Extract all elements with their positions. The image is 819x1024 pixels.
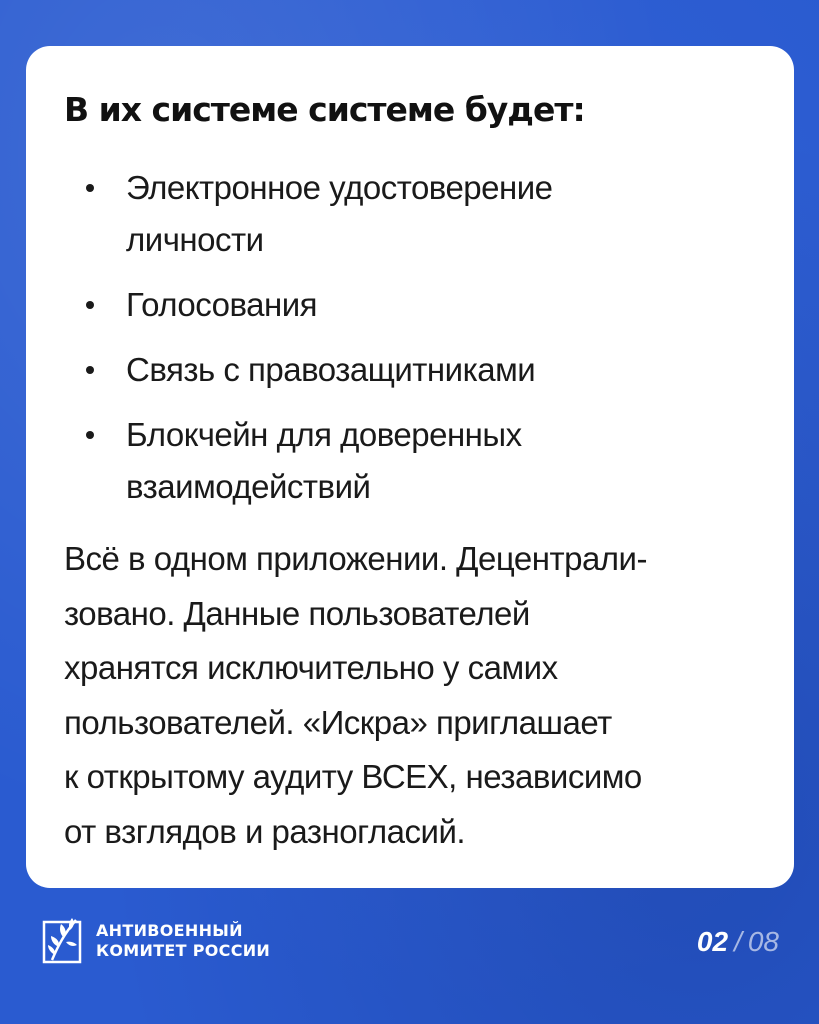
paragraph-line: от взглядов и разногласий. <box>64 812 466 850</box>
page-current: 02 <box>696 926 729 957</box>
paragraph-line: пользователей. «Искра» приглашает <box>64 703 612 741</box>
committee-logo <box>42 916 270 966</box>
bullet-dot-icon <box>86 366 94 374</box>
bullet-dot-icon <box>86 184 94 192</box>
paragraph-line: хранятся исключительно у самих <box>64 649 558 686</box>
logo-line: АНТИВОЕННЫЙ <box>96 921 243 940</box>
page-total: 08 <box>747 926 779 957</box>
page-counter <box>697 926 779 958</box>
content-card <box>26 46 794 888</box>
list-item <box>64 279 704 331</box>
wheat-logo-icon <box>42 916 86 966</box>
list-item-line: Блокчейн для доверенных <box>126 416 522 453</box>
summary-paragraph <box>64 532 784 859</box>
logo-line: КОМИТЕТ РОССИИ <box>96 941 271 960</box>
paragraph-line: Всё в одном приложении. Децентрали- <box>64 540 647 577</box>
paragraph-line: к открытому аудиту ВСЕХ, независимо <box>64 758 642 795</box>
page-separator: / <box>734 926 742 957</box>
list-item-line: Связь с правозащитниками <box>126 351 536 388</box>
bullet-dot-icon <box>86 431 94 439</box>
list-item-line: Голосования <box>126 286 318 323</box>
list-item-line: взаимодействий <box>126 468 371 505</box>
card-heading: В их системе системе будет: <box>64 90 585 129</box>
bullet-dot-icon <box>86 301 94 309</box>
list-item <box>64 409 704 513</box>
list-item <box>64 162 704 266</box>
feature-list <box>64 162 704 526</box>
list-item <box>64 344 704 396</box>
logo-text <box>96 921 270 961</box>
paragraph-line: зовано. Данные пользователей <box>64 594 530 632</box>
list-item-line: личности <box>126 221 264 258</box>
list-item-line: Электронное удостоверение <box>126 169 553 206</box>
